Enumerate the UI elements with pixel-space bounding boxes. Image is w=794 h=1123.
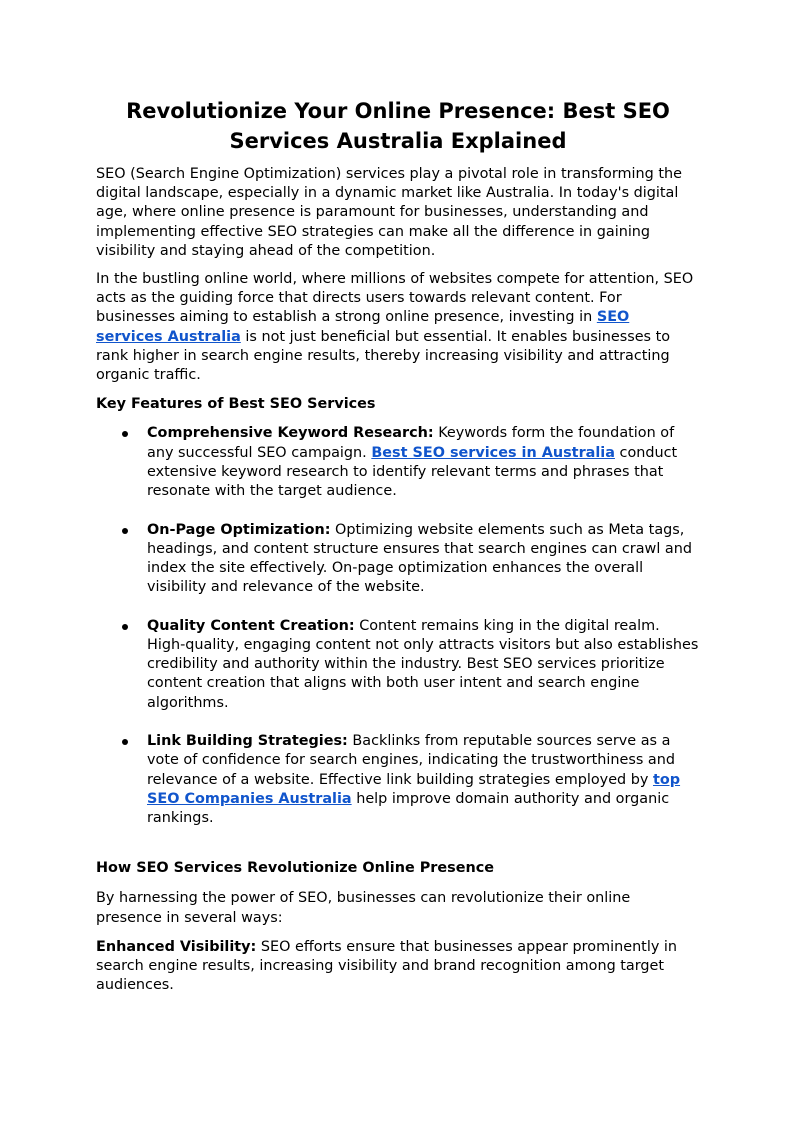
bullet-icon	[122, 528, 128, 534]
bullet-icon	[122, 739, 128, 745]
enhanced-visibility-label: Enhanced Visibility:	[96, 938, 257, 955]
feature-item-quality-content	[96, 617, 700, 713]
how-heading: How SEO Services Revolutionize Online Presence	[96, 860, 495, 877]
feature-label: Quality Content Creation:	[147, 617, 355, 634]
feature-text-after: help improve domain authority and organic rankings.	[147, 790, 670, 827]
features-heading: Key Features of Best SEO Services	[96, 396, 376, 413]
feature-item-keyword-research	[96, 424, 700, 501]
feature-item-link-building	[96, 732, 700, 828]
feature-item-on-page-optimization	[96, 521, 700, 598]
features-list	[96, 424, 700, 828]
feature-text: Optimizing website elements such as Meta tags, headings, and content structure ensures that search engines can crawl and index the site effectively. On-page optimization enhances the overall visibility and relevance of the website.	[147, 521, 692, 596]
feature-text: Content remains king in the digital realm. High-quality, engaging content not only attracts visitors but also establishes credibility and authority within the industry. Best SEO services prioritize content creation that aligns with both user intent and search engine algorithms.	[147, 617, 699, 711]
intro-paragraph-2-text-after: is not just beneficial but essential. It enables businesses to rank higher in search engine results, thereby increasing visibility and attracting organic traffic.	[96, 328, 671, 384]
feature-label: On-Page Optimization:	[147, 521, 331, 538]
feature-label: Link Building Strategies:	[147, 733, 348, 750]
how-intro-paragraph: By harnessing the power of SEO, businesses can revolutionize their online presence in several ways:	[96, 890, 631, 926]
bullet-icon	[122, 624, 128, 630]
best-seo-services-in-australia-link[interactable]: Best SEO services in Australia	[371, 444, 615, 461]
seo-services-australia-link[interactable]: SEO services Australia	[96, 309, 630, 345]
intro-paragraph-2-text-before: In the bustling online world, where millions of websites compete for attention, SEO acts as the guiding force that directs users towards relevant content. For businesses aiming to establish a strong online presence, investing in	[96, 271, 694, 326]
bullet-icon	[122, 431, 128, 437]
top-seo-companies-australia-link[interactable]: top SEO Companies Australia	[147, 771, 681, 807]
enhanced-visibility-paragraph	[96, 938, 700, 996]
document-page	[96, 96, 700, 995]
intro-paragraph-1: SEO (Search Engine Optimization) services play a pivotal role in transforming the digital landscape, especially in a dynamic market like Australia. In today's digital age, where online presence is paramount for businesses, understanding and implementing effective SEO strategies can make all the difference in gaining visibility and staying ahead of the competition.	[96, 166, 682, 259]
feature-label: Comprehensive Keyword Research:	[147, 425, 434, 442]
feature-text-before: Backlinks from reputable sources serve as a vote of confidence for search engines, indicating the trustworthiness and relevance of a website. Effective link building strategies employed by	[147, 733, 675, 788]
intro-paragraph-2	[96, 270, 700, 385]
feature-text-after: conduct extensive keyword research to identify relevant terms and phrases that resonate with the target audience.	[147, 444, 678, 500]
enhanced-visibility-text: SEO efforts ensure that businesses appear prominently in search engine results, increasing visibility and brand recognition among target audiences.	[96, 938, 678, 994]
page-title: Revolutionize Your Online Presence: Best SEO Services Australia Explained	[126, 99, 670, 153]
feature-text-before: Keywords form the foundation of any successful SEO campaign.	[147, 425, 675, 461]
